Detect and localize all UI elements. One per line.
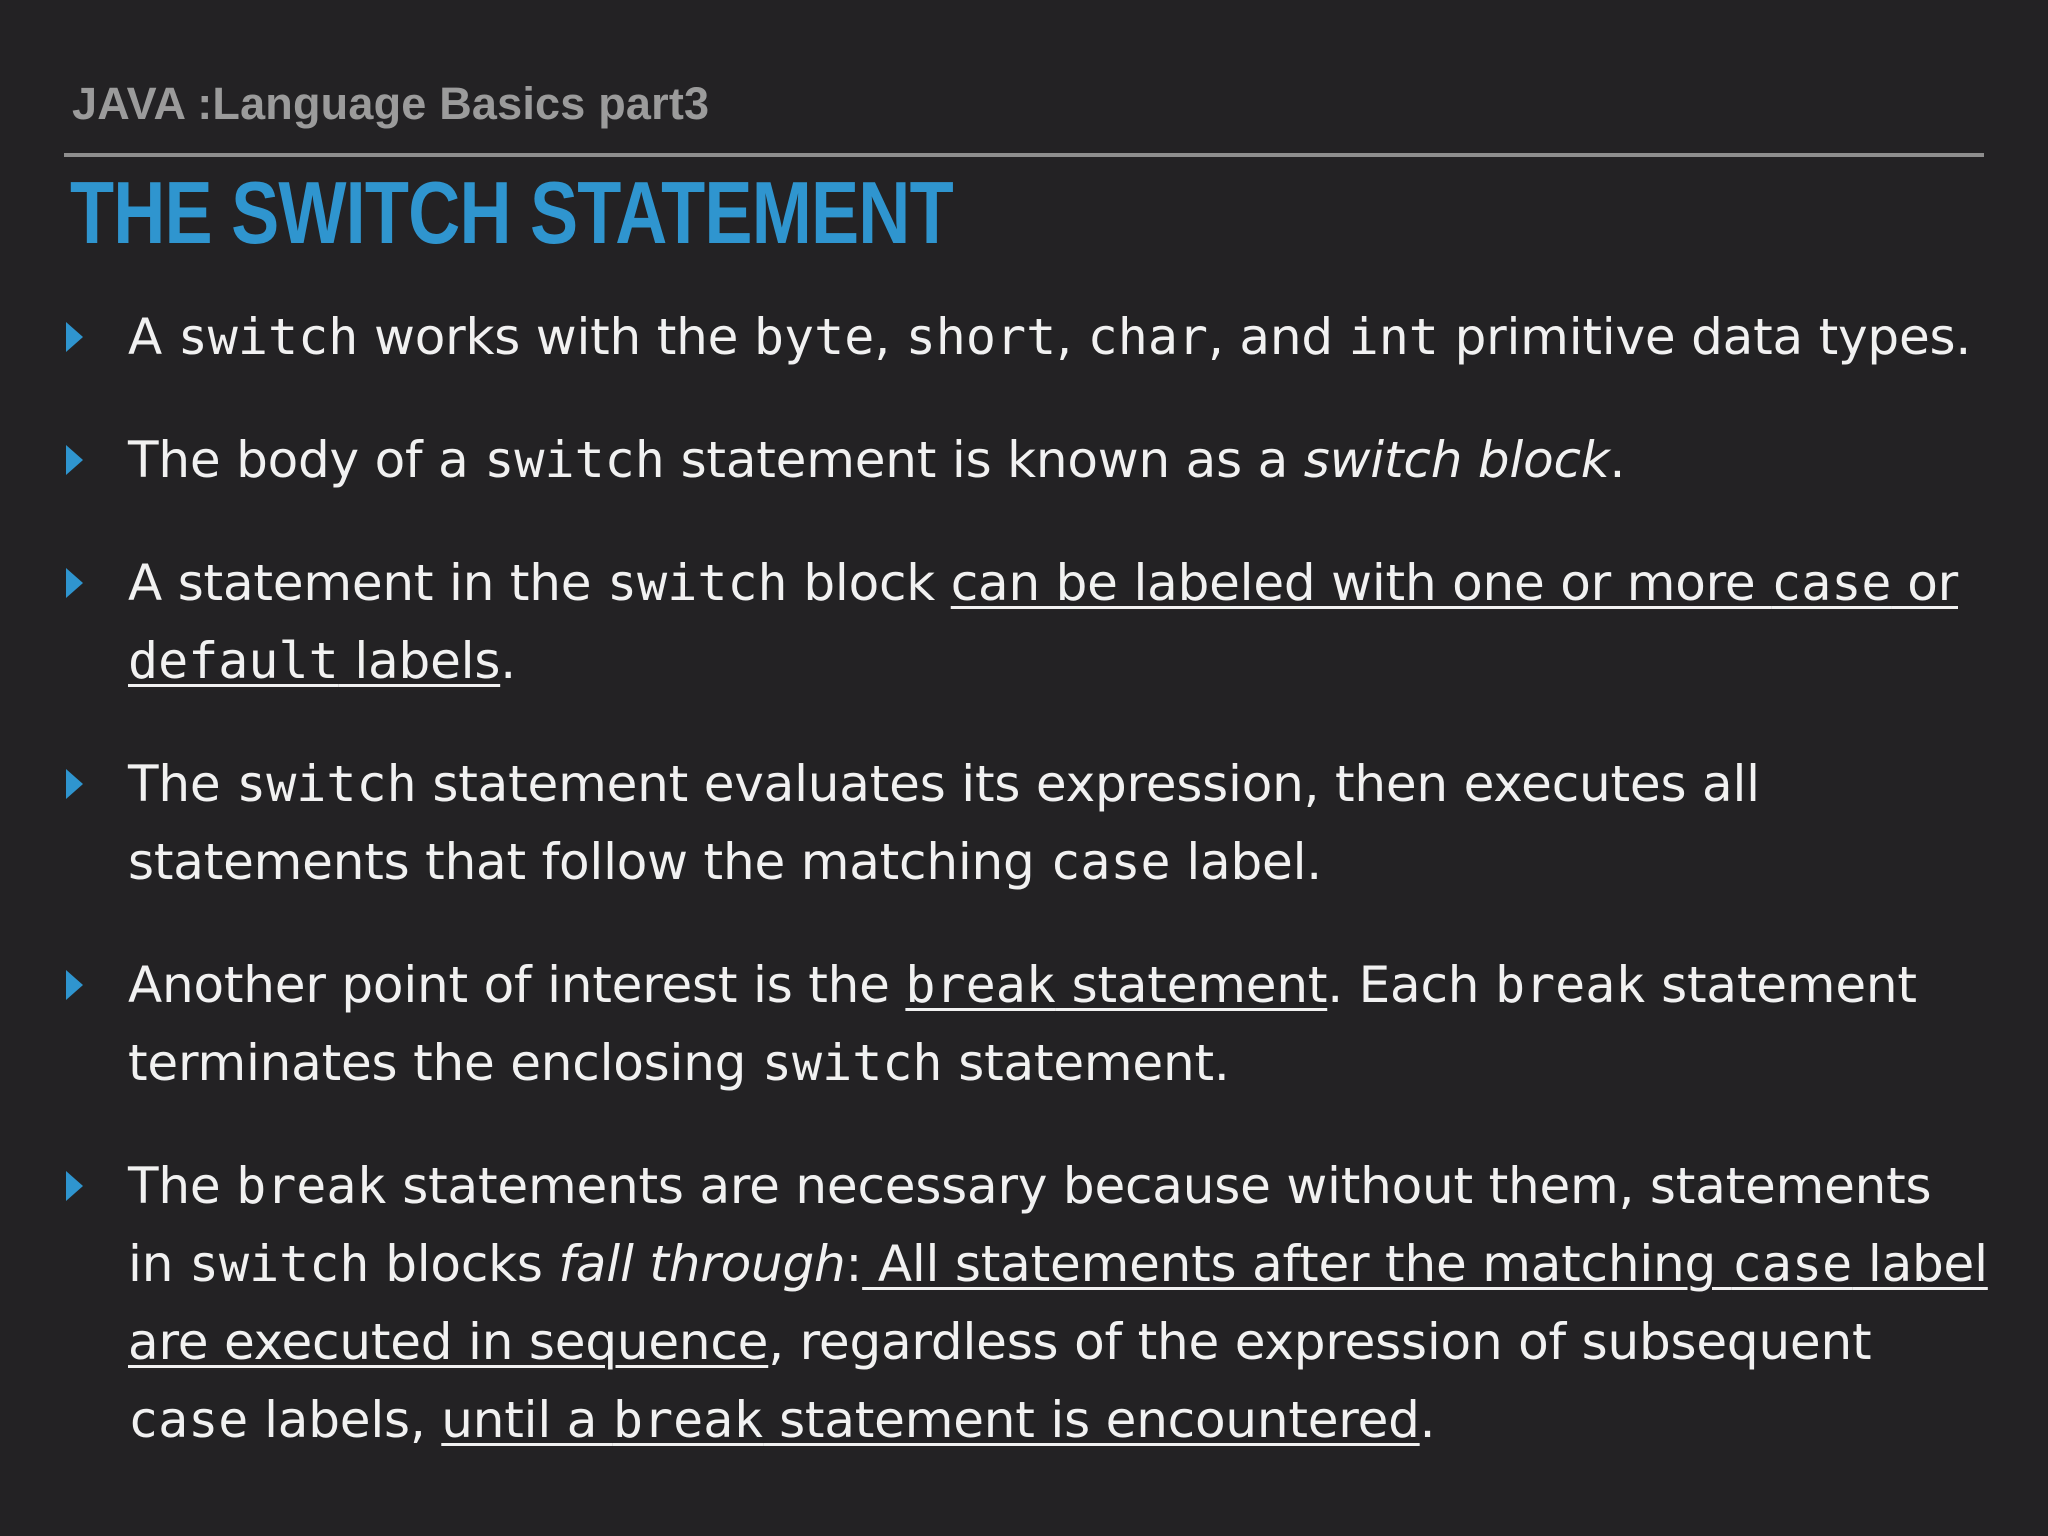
code-case: case — [1771, 554, 1892, 612]
text: . — [1419, 1391, 1436, 1449]
code-switch: switch — [236, 755, 417, 813]
text: blocks — [369, 1235, 559, 1293]
code-char: char — [1087, 308, 1209, 366]
text: A statement in the — [128, 554, 608, 612]
code-switch: switch — [177, 308, 359, 366]
text: The — [128, 755, 237, 813]
triangle-bullet-icon — [66, 445, 83, 475]
text: A — [128, 308, 178, 366]
underlined-text: label are executed in sequence — [128, 1235, 1988, 1371]
text: The — [128, 1157, 237, 1215]
code-switch: switch — [761, 1034, 943, 1092]
text: statement evaluates its expression, then executes all statements that follow the matching — [128, 755, 1760, 891]
text: : — [845, 1235, 863, 1293]
text: , regardless of the expression of subsequent — [768, 1313, 1872, 1371]
text: , — [874, 308, 906, 366]
text: , and — [1208, 308, 1349, 366]
code-break: break — [905, 956, 1056, 1014]
underlined-text: All statements after the matching — [862, 1235, 1732, 1293]
italic-fall-through: fall through — [558, 1235, 846, 1293]
slide-header: JAVA :Language Basics part3 — [72, 78, 710, 129]
bullet-6 — [128, 1147, 1992, 1459]
text: labels, — [248, 1391, 442, 1449]
slide-title: THE SWITCH STATEMENT — [70, 163, 953, 262]
bullet-3 — [128, 544, 1992, 700]
underlined-text: labels — [338, 632, 501, 690]
triangle-bullet-icon — [66, 970, 83, 1000]
code-switch: switch — [484, 431, 665, 489]
text: block — [787, 554, 951, 612]
text: The body of a — [128, 431, 485, 489]
code-break: break — [1494, 956, 1646, 1014]
code-case: case — [1731, 1235, 1853, 1293]
text: Another point of interest is the — [128, 956, 906, 1014]
underlined-text: can be labeled with one or more — [950, 554, 1772, 612]
bullet-4 — [128, 745, 1992, 901]
text: statement. — [942, 1034, 1230, 1092]
triangle-bullet-icon — [66, 769, 83, 799]
text: primitive data types. — [1438, 308, 1972, 366]
text: statement is known as a — [664, 431, 1304, 489]
code-int: int — [1348, 308, 1439, 366]
underlined-text: until a — [441, 1391, 613, 1449]
triangle-bullet-icon — [66, 568, 83, 598]
bullet-1 — [128, 298, 1992, 376]
text: . — [500, 632, 516, 690]
text: , — [1056, 308, 1088, 366]
text: statement terminates the enclosing — [128, 956, 1917, 1092]
italic-switch-block: switch block — [1303, 431, 1610, 489]
triangle-bullet-icon — [66, 322, 83, 352]
bullet-5 — [128, 946, 1992, 1102]
bullet-list — [72, 298, 1992, 1459]
code-switch: switch — [188, 1235, 370, 1293]
text: . Each — [1327, 956, 1495, 1014]
code-byte: byte — [753, 308, 875, 366]
text: . — [1609, 431, 1626, 489]
underlined-text: statement — [1055, 956, 1328, 1014]
code-default: default — [128, 632, 339, 690]
text: statements are necessary because without them, statements in — [128, 1157, 1932, 1293]
code-short: short — [905, 308, 1057, 366]
text: works with the — [358, 308, 754, 366]
header-divider — [64, 153, 1984, 157]
text: label. — [1170, 833, 1322, 891]
code-switch: switch — [607, 554, 788, 612]
underlined-text: or — [1891, 554, 1958, 612]
code-case: case — [1050, 833, 1171, 891]
code-break: break — [236, 1157, 387, 1215]
code-case: case — [128, 1391, 249, 1449]
triangle-bullet-icon — [66, 1171, 83, 1201]
code-break: break — [612, 1391, 764, 1449]
underlined-text: statement is encountered — [763, 1391, 1420, 1449]
bullet-2 — [128, 421, 1992, 499]
